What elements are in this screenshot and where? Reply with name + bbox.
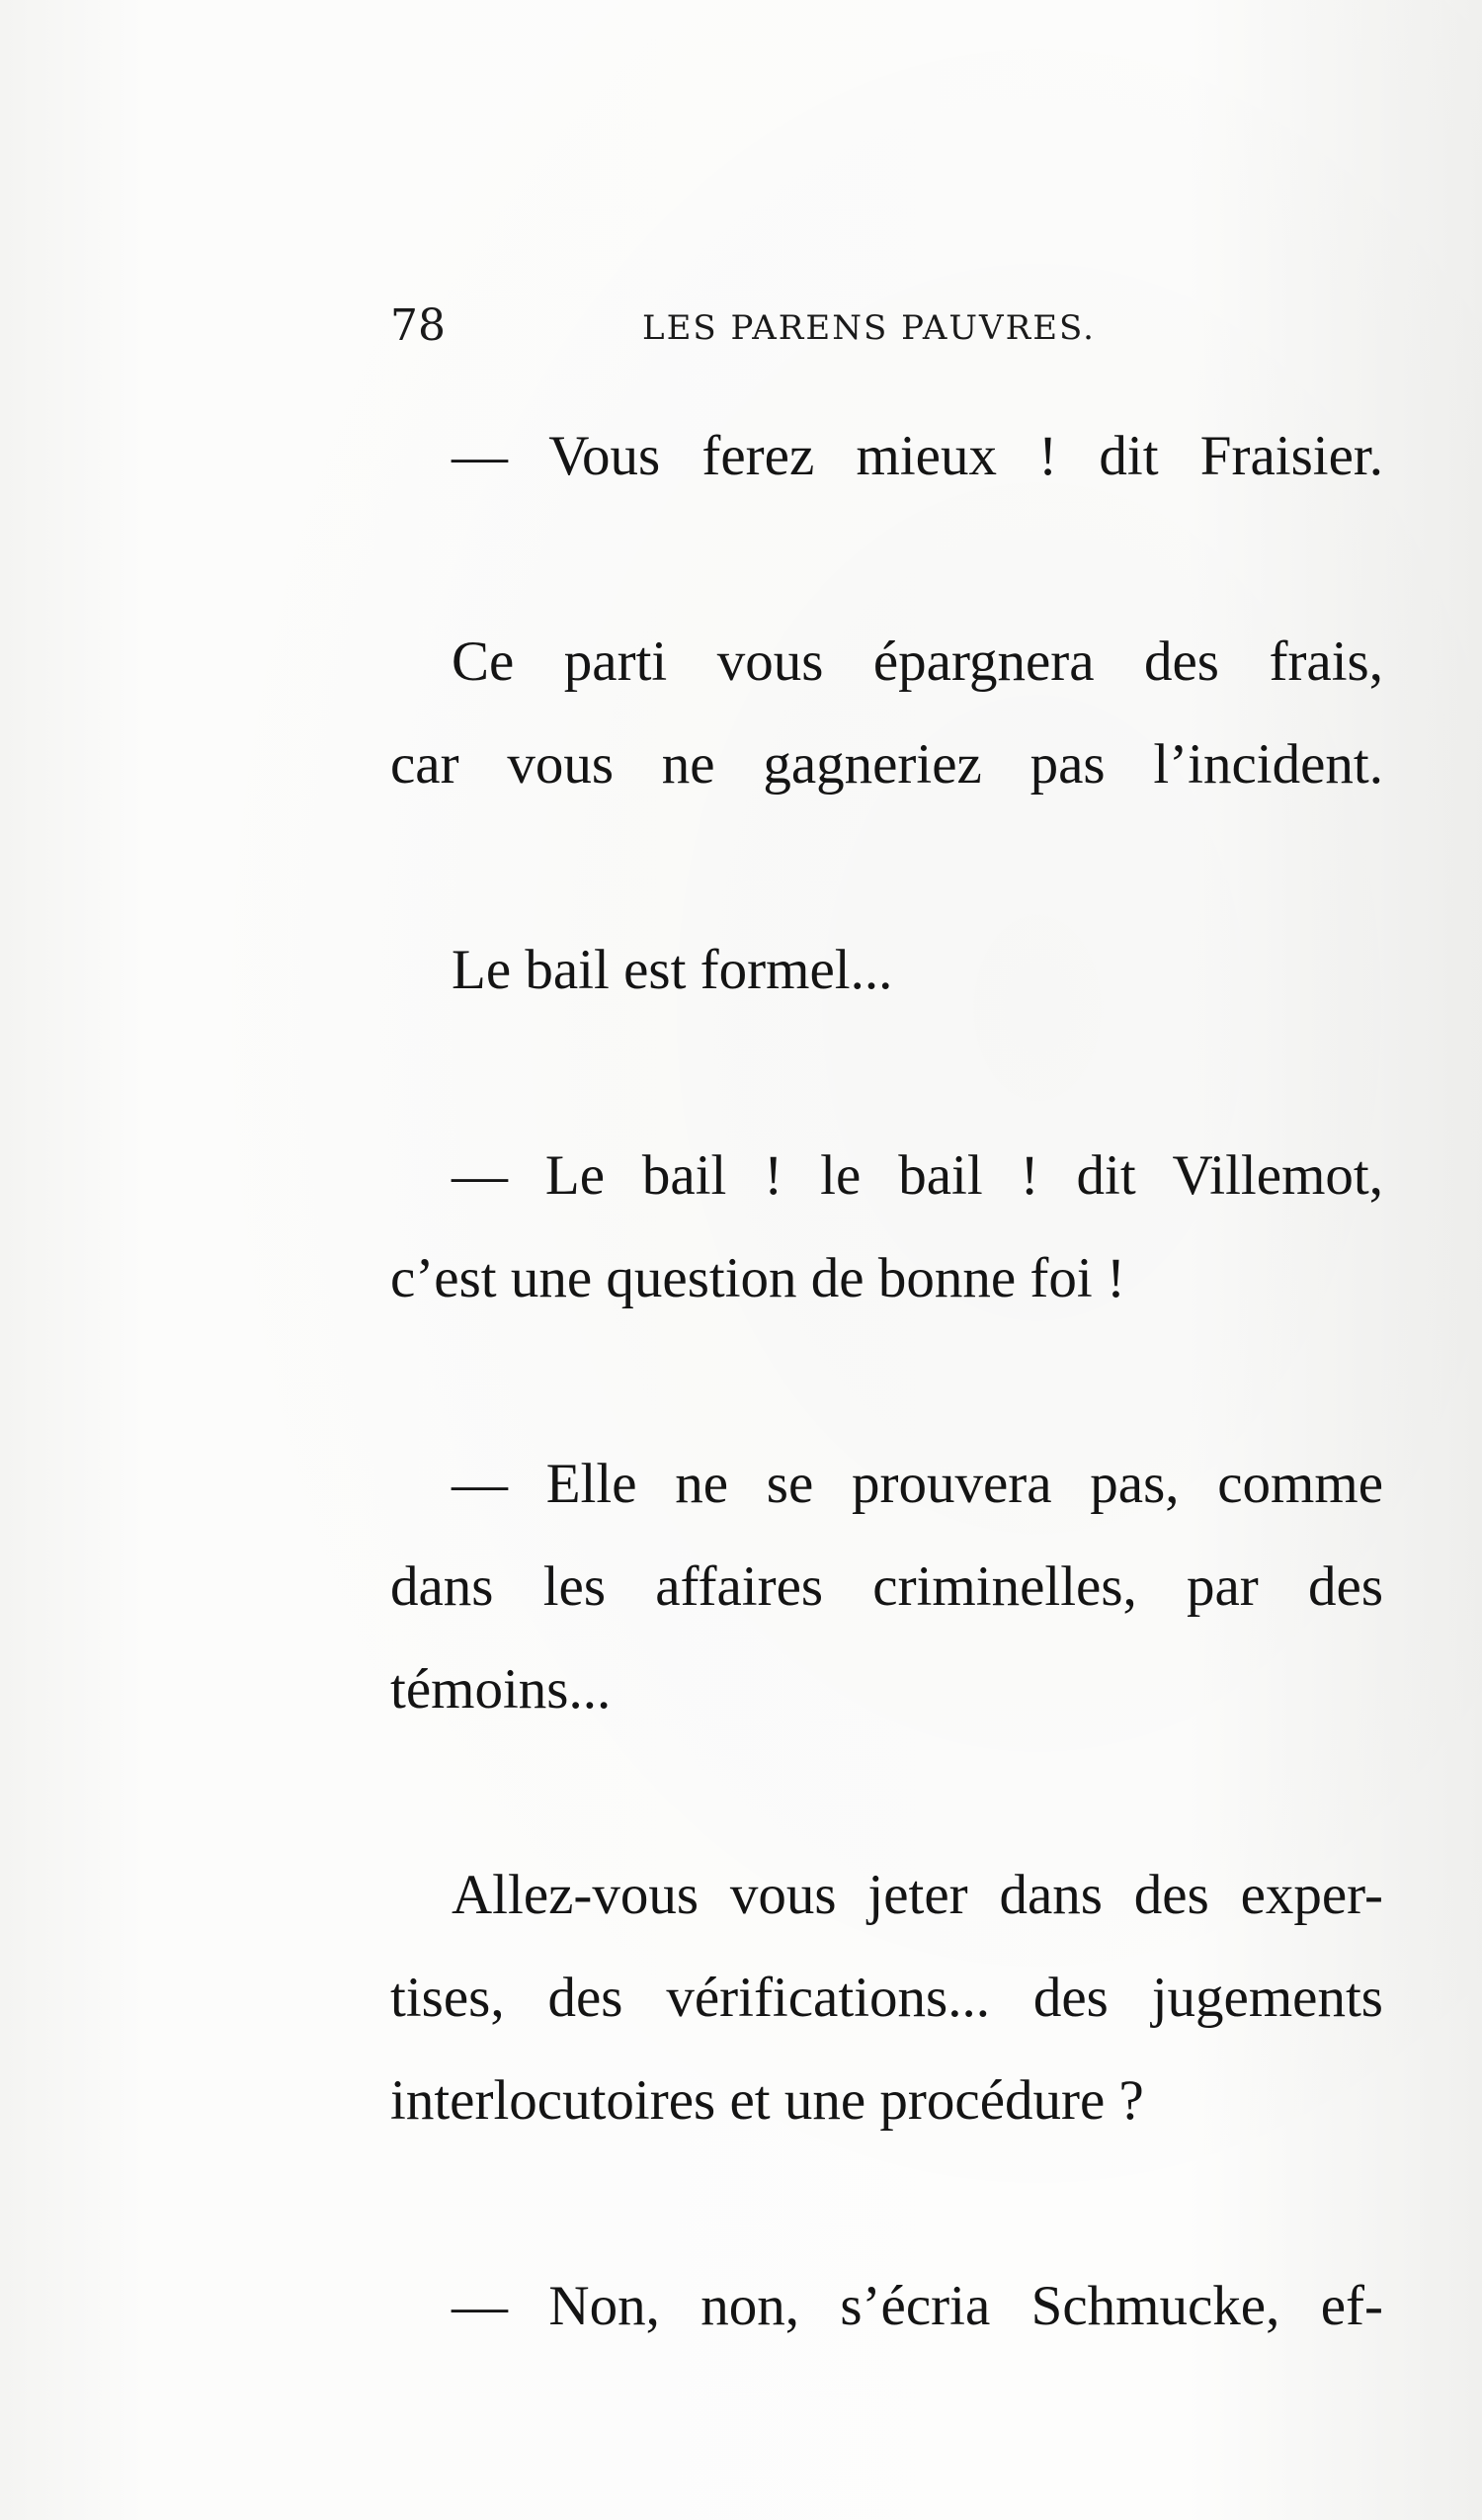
text-line: Le bail est formel... (452, 939, 893, 1001)
text-line: — Le bail ! le bail ! dit Villemot, (452, 1144, 1383, 1207)
text-line: car vous ne gagneriez pas l’incident. (390, 733, 1383, 796)
text-line: — Vous ferez mieux ! dit Fraisier. (452, 425, 1383, 487)
page-number: 78 (390, 300, 446, 351)
blank-line (390, 1330, 1383, 1433)
blank-line (390, 1022, 1383, 1125)
blank-line (390, 816, 1383, 919)
text-line: c’est une question de bonne foi ! (390, 1247, 1125, 1309)
text-line: Ce parti vous épargnera des frais, (452, 630, 1383, 693)
text-line: — Elle ne se prouvera pas, comme (452, 1453, 1383, 1515)
blank-line (390, 508, 1383, 611)
text-line: tises, des vérifications... des jugements (390, 1967, 1383, 2029)
text-line: dans les affaires criminelles, par des (390, 1555, 1383, 1618)
text-line: Allez-vous vous jeter dans des exper- (452, 1864, 1383, 1926)
body-text (390, 405, 1383, 2358)
blank-line (390, 2152, 1383, 2255)
running-title: LES PARENS PAUVRES. (642, 308, 1096, 348)
blank-line (390, 1741, 1383, 1844)
text-line: — Non, non, s’écria Schmucke, ef- (452, 2275, 1383, 2337)
running-head (390, 296, 1378, 356)
text-line: témoins... (390, 1658, 612, 1721)
text-line: interlocutoires et une procédure ? (390, 2069, 1144, 2132)
